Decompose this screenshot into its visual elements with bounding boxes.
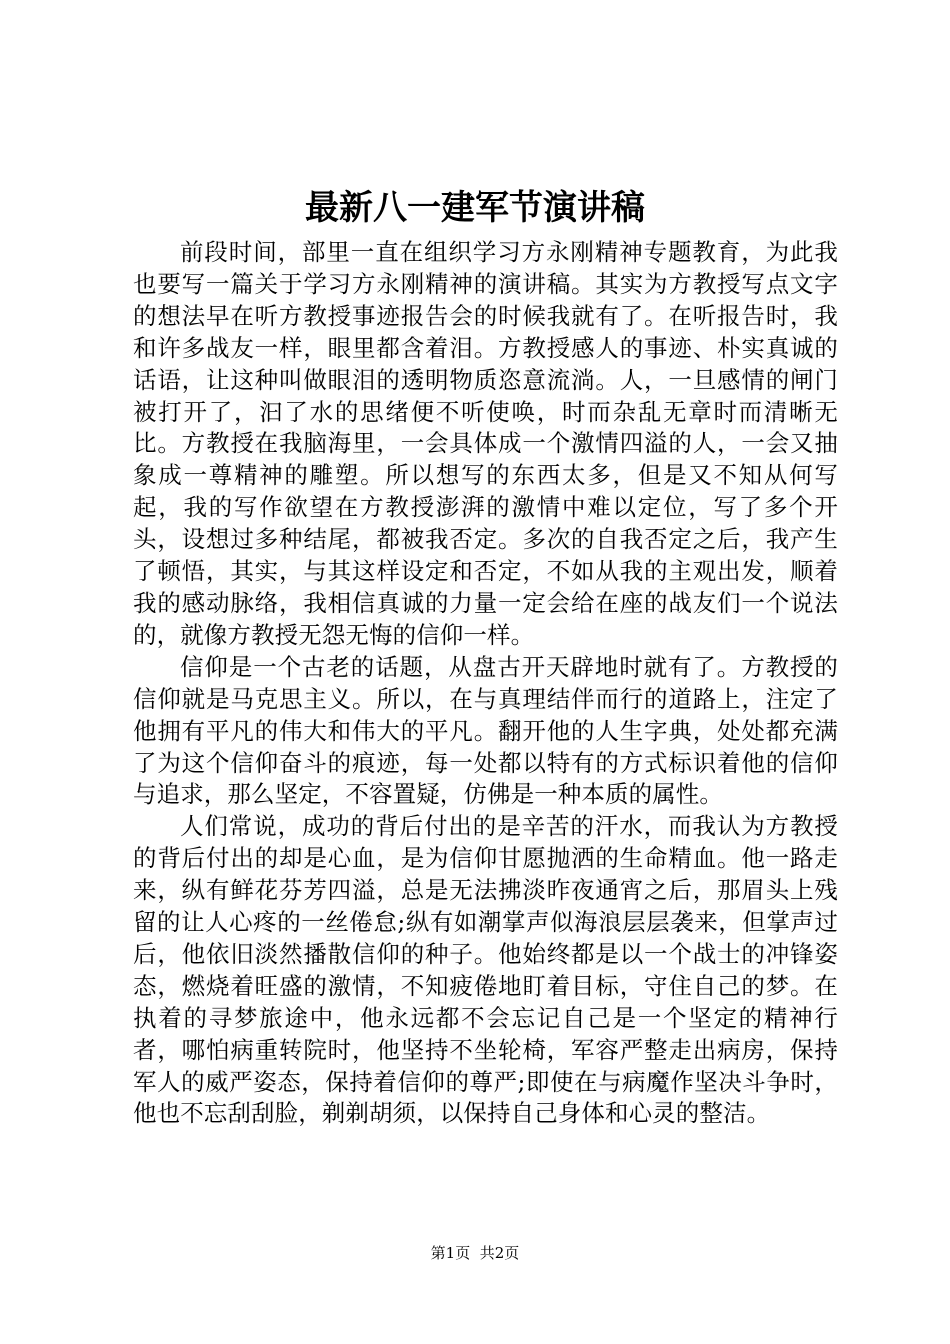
- page-footer: [0, 1242, 950, 1264]
- page-number-total: 共2页: [479, 1244, 520, 1262]
- footer-separator: [470, 1244, 480, 1262]
- paragraph-2: 信仰是一个古老的话题，从盘古开天辟地时就有了。方教授的信仰就是马克思主义。所以，在与真理结伴而行的道路上，注定了他拥有平凡的伟大和伟大的平凡。翻开他的人生字典，处处都充满了为这个信仰奋斗的痕迹，每一处都以特有的方式标识着他的信仰与追求，那么坚定，不容置疑，仿佛是一种本质的属性。: [133, 652, 838, 809]
- document-body: [133, 237, 838, 1130]
- page-number-current: 第1页: [430, 1244, 471, 1262]
- document-title: 最新八一建军节演讲稿: [305, 188, 645, 228]
- paragraph-1: 前段时间，部里一直在组织学习方永刚精神专题教育，为此我也要写一篇关于学习方永刚精神的演讲稿。其实为方教授写点文字的想法早在听方教授事迹报告会的时候我就有了。在听报告时，我和许多战友一样，眼里都含着泪。方教授感人的事迹、朴实真诚的话语，让这种叫做眼泪的透明物质恣意流淌。人，一旦感情的闸门被打开了，汩了水的思绪便不听使唤，时而杂乱无章时而清晰无比。方教授在我脑海里，一会具体成一个激情四溢的人，一会又抽象成一尊精神的雕塑。所以想写的东西太多，但是又不知从何写起，我的写作欲望在方教授澎湃的激情中难以定位，写了多个开头，设想过多种结尾，都被我否定。多次的自我否定之后，我产生了顿悟，其实，与其这样设定和否定，不如从我的主观出发，顺着我的感动脉络，我相信真诚的力量一定会给在座的战友们一个说法的，就像方教授无怨无悔的信仰一样。: [133, 238, 838, 649]
- paragraph-3: 人们常说，成功的背后付出的是辛苦的汗水，而我认为方教授的背后付出的却是心血，是为信仰甘愿抛洒的生命精血。他一路走来，纵有鲜花芬芳四溢，总是无法拂淡昨夜通宵之后，那眉头上残留的让人心疼的一丝倦怠;纵有如潮掌声似海浪层层袭来，但掌声过后，他依旧淡然播散信仰的种子。他始终都是以一个战士的冲锋姿态，燃烧着旺盛的激情，不知疲倦地盯着目标，守住自己的梦。在执着的寻梦旅途中，他永远都不会忘记自己是一个坚定的精神行者，哪怕病重转院时，他坚持不坐轮椅，军容严整走出病房，保持军人的威严姿态，保持着信仰的尊严;即使在与病魔作坚决斗争时，他也不忘刮刮脸，剃剃胡须，以保持自己身体和心灵的整洁。: [133, 812, 838, 1128]
